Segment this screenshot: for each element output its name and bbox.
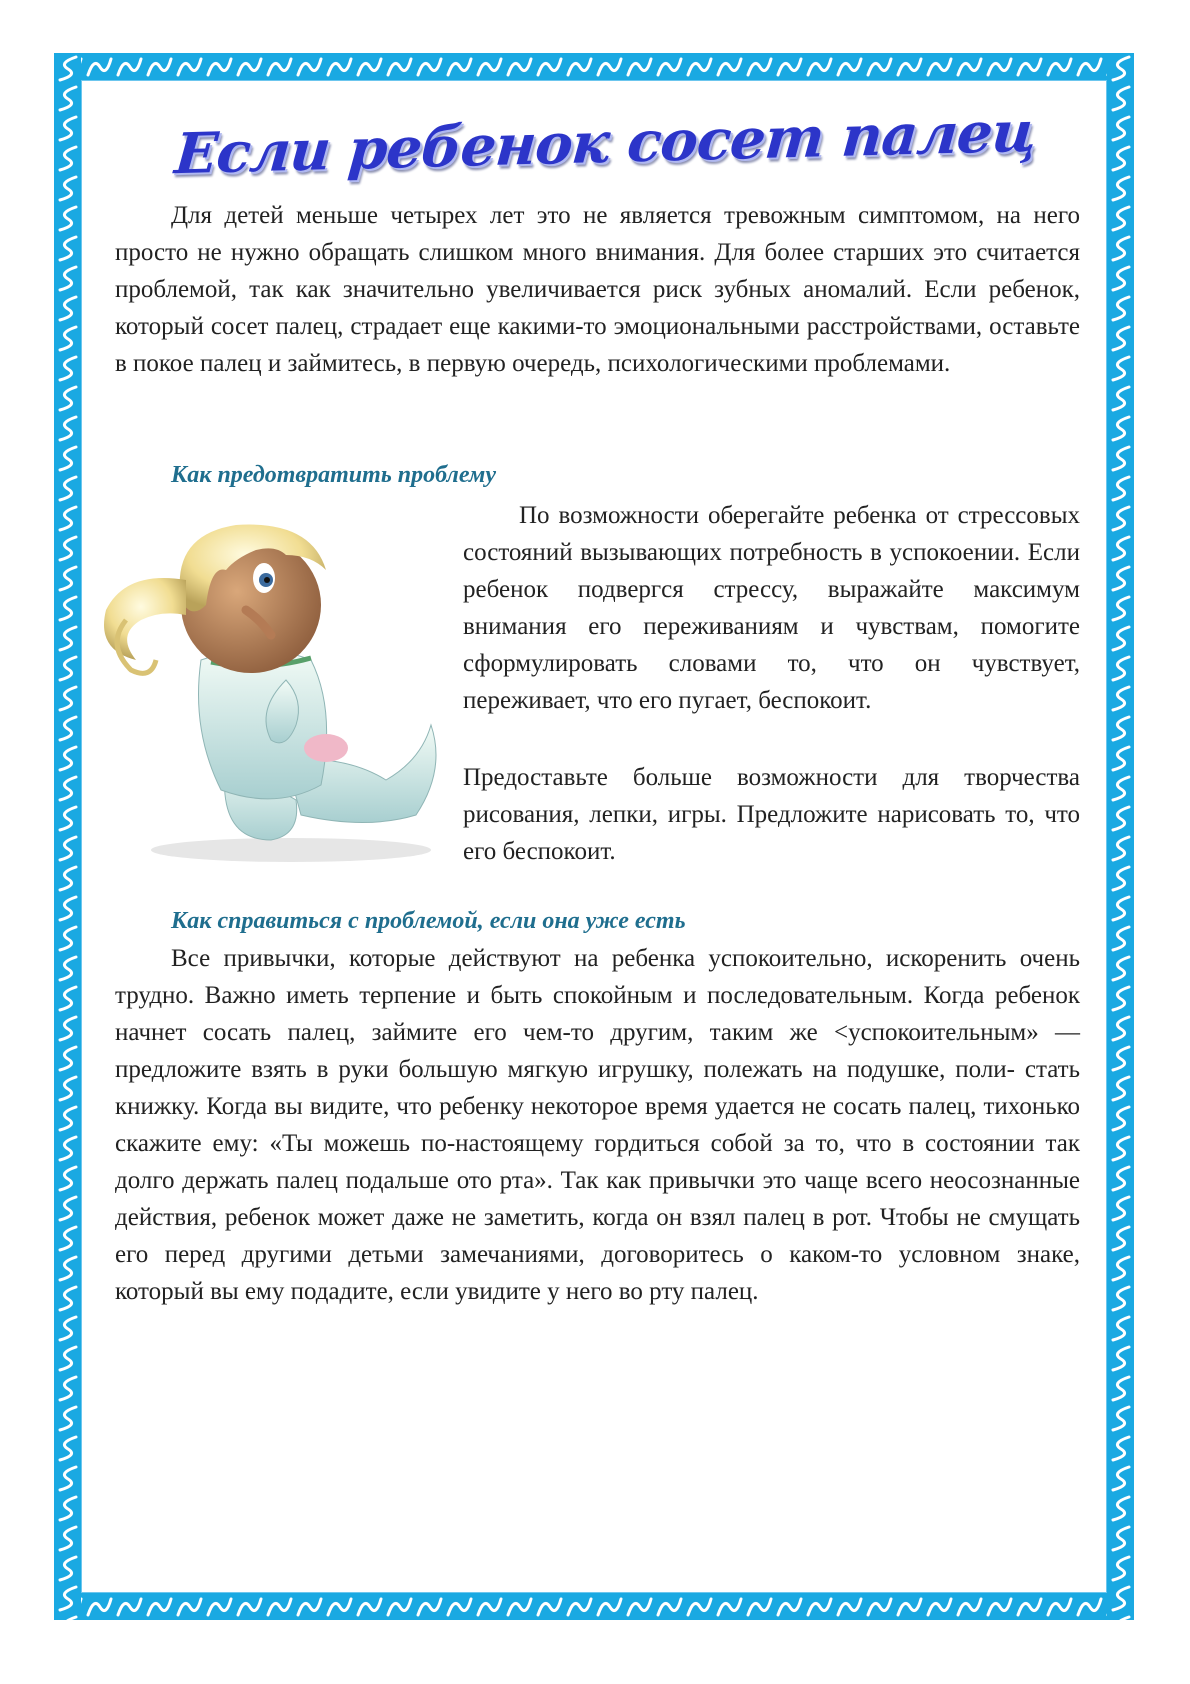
frame-border-right (1107, 53, 1134, 1620)
page-title-container (0, 98, 1190, 188)
frame-border-left (54, 53, 81, 1620)
frame-border-top (54, 53, 1134, 80)
cope-paragraph: Все привычки, которые действуют на ребенка успокоительно, искоренить очень трудно. Важно иметь терпение и быть спокойным и последовательным. Когда ребенок начнет сосать палец, займите его чем-то другим, таким же <успокоительным» — предложите взять в руки большую мягкую игрушку, полежать на подушке, поли- стать книжку. Когда вы видите, что ребенку некоторое время удается не сосать палец, тихонько скажите ему: «Ты можешь по-настоящему гордиться собой за то, что в состоянии так долго держать палец подальше ото рта». Так как привычки это чаще всего неосознанные действия, ребенок может даже не заметить, когда он взял палец в рот. Чтобы не смущать его перед другими детьми замечаниями, договоритесь о каком-то условном знаке, который вы ему подадите, если увидите у него во рту палец. (115, 945, 1080, 1305)
section-heading-prevent: Как предотвратить проблему (171, 462, 496, 488)
frame-border-bottom (54, 1593, 1134, 1620)
thumb-sucking-child-illustration-icon (86, 510, 446, 870)
prevent-paragraph-1: По возможности оберегайте ребенка от стрессовых состояний вызывающих потребность в успокоении. Если ребенок подвергся стрессу, выражайте максимум внимания его переживаниям и чувствам, помогите сформулировать словами то, что он чувствует, переживает, что его пугает, беспокоит. (463, 502, 1080, 714)
prevent-paragraph-2: Предоставьте больше возможности для творчества рисования, лепки, игры. Предложите нарисовать то, что его беспокоит. (463, 764, 1080, 865)
intro-paragraph: Для детей меньше четырех лет это не является тревожным симптомом, на него просто не нужно обращать слишком много внимания. Для более старших это считается проблемой, так как значительно увеличивается риск зубных аномалий. Если ребенок, который сосет палец, страдает еще какими-то эмоциональными расстройствами, оставьте в покое палец и займитесь, в первую очередь, психологическими проблемами. (115, 202, 1080, 377)
section-heading-cope: Как справиться с проблемой, если она уже есть (171, 908, 686, 934)
page-title: Если ребенок сосет палец (171, 98, 1039, 188)
